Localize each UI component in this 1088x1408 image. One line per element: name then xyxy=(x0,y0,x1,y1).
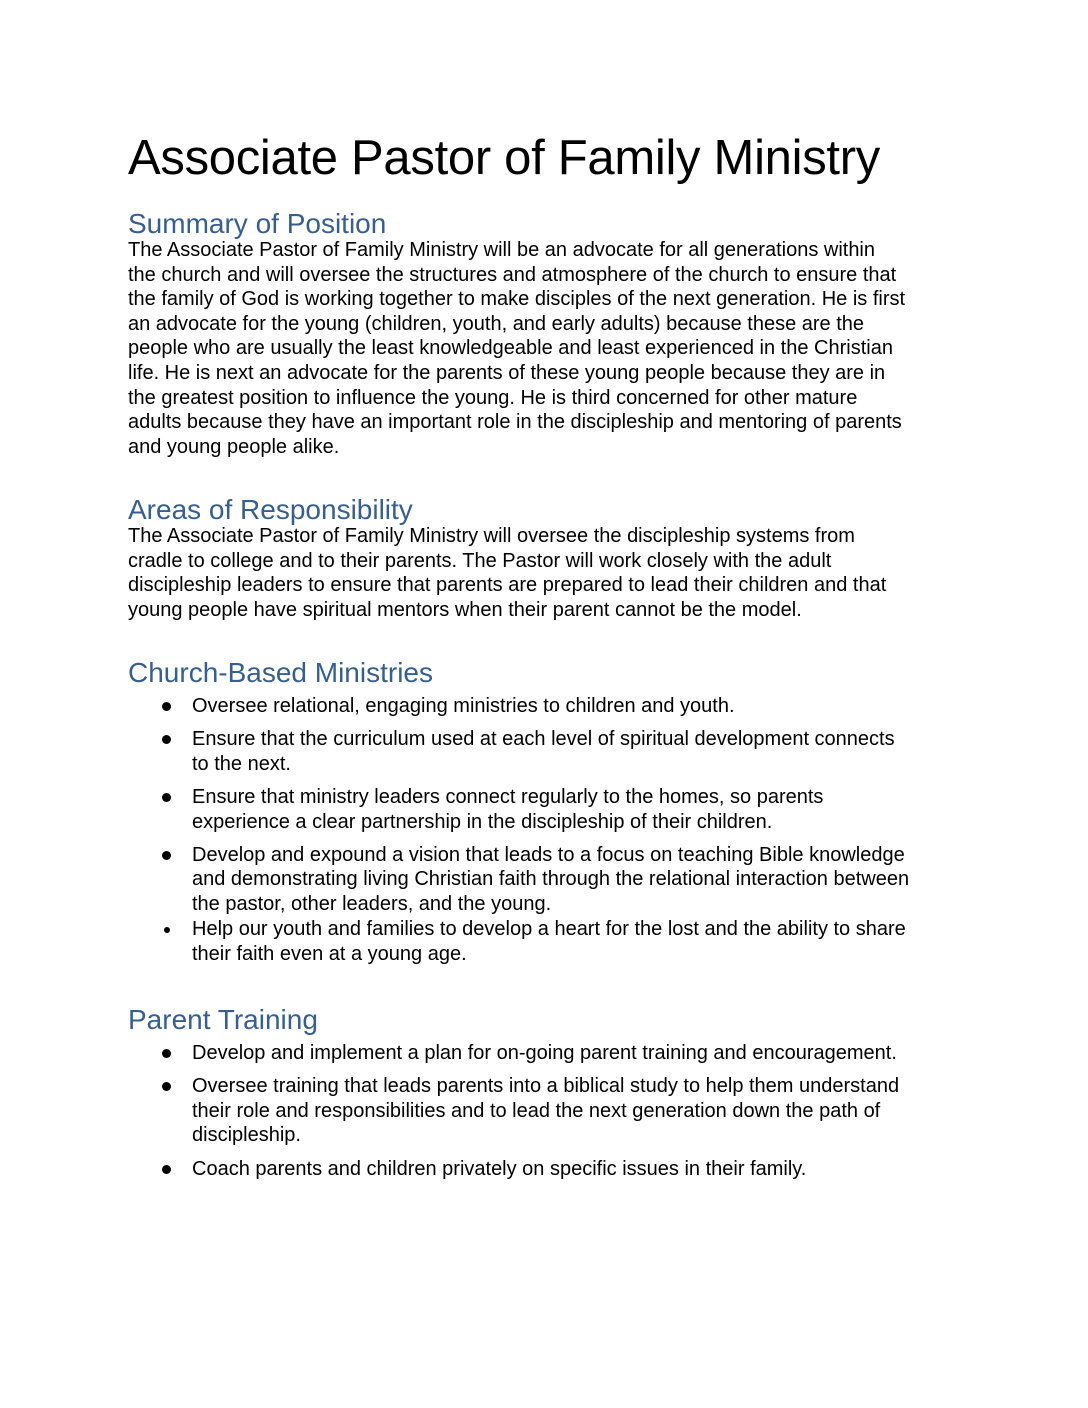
list-item-text: Coach parents and children privately on specific issues in their family. xyxy=(192,1157,807,1180)
section-heading: Church-Based Ministries xyxy=(128,657,433,688)
bullet-list xyxy=(128,1041,968,1181)
document-title: Associate Pastor of Family Ministry xyxy=(128,131,880,185)
bullet-icon xyxy=(162,702,171,711)
section-heading: Areas of Responsibility xyxy=(128,494,413,525)
list-item xyxy=(128,1074,968,1148)
list-item xyxy=(128,1041,968,1066)
bullet-icon xyxy=(164,927,170,933)
bullet-icon xyxy=(162,735,171,744)
list-item xyxy=(128,917,968,966)
list-item xyxy=(128,843,968,917)
bullet-icon xyxy=(162,1082,171,1091)
bullet-icon xyxy=(162,1049,171,1058)
section-areas-of-responsibility xyxy=(128,493,968,622)
section-heading: Parent Training xyxy=(128,1004,318,1035)
list-item xyxy=(128,694,968,719)
list-item-text: Ensure that ministry leaders connect regularly to the homes, so parents experience a clear partnership in the discipleship of their children. xyxy=(192,785,824,833)
list-item-text: Oversee training that leads parents into a biblical study to help them understand their role and responsibilities and to lead the next generation down the path of discipleship. xyxy=(192,1075,900,1147)
section-parent-training xyxy=(128,1003,968,1190)
section-body: The Associate Pastor of Family Ministry will oversee the discipleship systems from cradle to college and to their parents. The Pastor will work closely with the adult discipleship leaders to ensure that parents are prepared to lead their children and that young people have spiritual mentors when their parent cannot be the model. xyxy=(128,525,887,621)
section-heading: Summary of Position xyxy=(128,208,387,239)
list-item-text: Develop and expound a vision that leads to a focus on teaching Bible knowledge and demonstrating living Christian faith through the relational interaction between the pastor, other leaders, and the young. xyxy=(192,843,910,915)
list-item-text: Oversee relational, engaging ministries to children and youth. xyxy=(192,695,735,717)
list-item xyxy=(128,727,968,776)
list-item-text: Help our youth and families to develop a heart for the lost and the ability to share their faith even at a young age. xyxy=(192,918,906,965)
list-item xyxy=(128,785,968,834)
section-body: The Associate Pastor of Family Ministry will be an advocate for all generations within the church and will oversee the structures and atmosphere of the church to ensure that the family of God is working together to make disciples of the next generation. He is first an advocate for the young (children, youth, and early adults) because these are the people who are usually the least knowledgeable and least experienced in the Christian life. He is next an advocate for the parents of these young people because they are in the greatest position to influence the young. He is third concerned for other mature adults because they have an important role in the discipleship and mentoring of parents and young people alike. xyxy=(128,239,906,458)
bullet-icon xyxy=(162,851,171,860)
list-item-text: Develop and implement a plan for on-going parent training and encouragement. xyxy=(192,1042,897,1064)
section-church-based-ministries xyxy=(128,656,968,975)
section-summary-of-position xyxy=(128,207,968,459)
bullet-list xyxy=(128,694,968,966)
list-item-text: Ensure that the curriculum used at each level of spiritual development connects to the next. xyxy=(192,728,895,775)
list-item xyxy=(128,1157,968,1182)
bullet-icon xyxy=(162,793,171,802)
bullet-icon xyxy=(162,1165,171,1174)
